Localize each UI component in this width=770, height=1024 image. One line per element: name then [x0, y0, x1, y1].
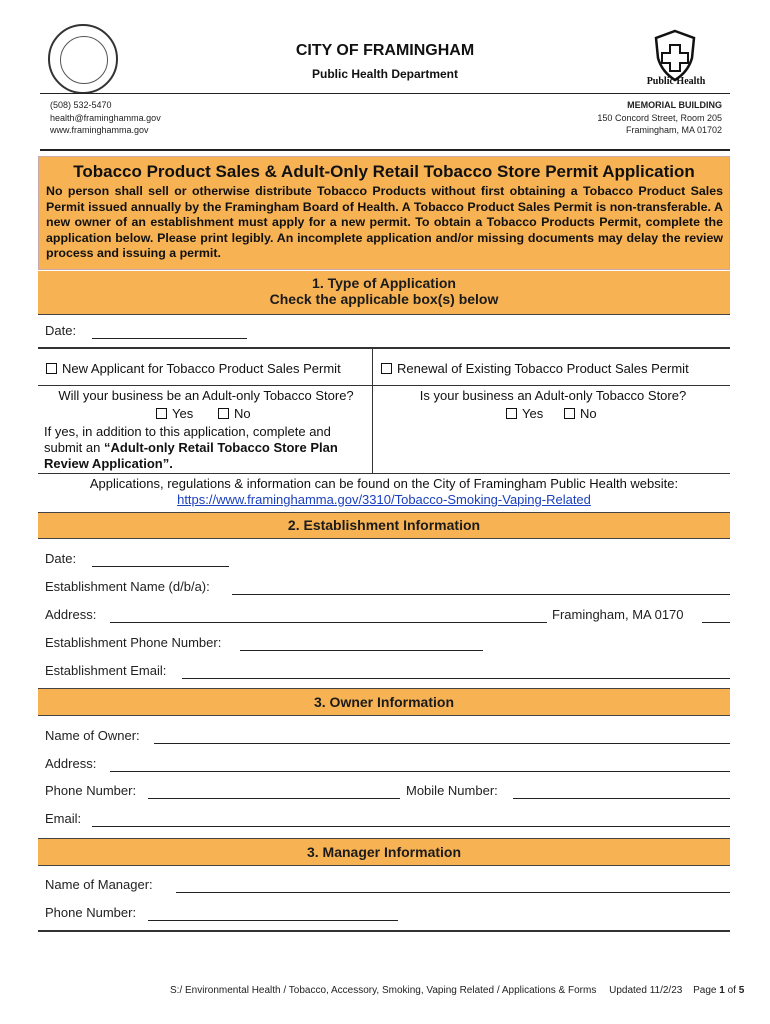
- owner-mobile-field[interactable]: [513, 798, 730, 799]
- owner-phone-field[interactable]: [148, 798, 400, 799]
- est-name-field[interactable]: [232, 594, 730, 595]
- renewal-no-label: No: [580, 406, 597, 421]
- adult-only-form-name: “Adult-only Retail Tobacco Store Plan Review Application”.: [44, 440, 338, 471]
- renewal-yes-checkbox[interactable]: [506, 408, 517, 419]
- manager-phone-label: Phone Number:: [45, 905, 137, 920]
- footer-path: S:/ Environmental Health / Tobacco, Accessory, Smoking, Vaping Related / Applications & Forms: [170, 985, 597, 996]
- building-name: MEMORIAL BUILDING: [627, 100, 722, 110]
- renewal-yes-option[interactable]: [506, 406, 543, 422]
- adult-only-question-renewal: Is your business an Adult-only Tobacco Store?: [419, 388, 687, 403]
- renewal-option[interactable]: [381, 361, 689, 377]
- public-health-logo: [630, 28, 720, 93]
- new-applicant-option[interactable]: [46, 361, 341, 377]
- new-no-checkbox[interactable]: [218, 408, 229, 419]
- new-yes-label: Yes: [172, 406, 194, 421]
- new-yes-checkbox[interactable]: [156, 408, 167, 419]
- info-link-row: [38, 492, 730, 508]
- owner-name-label: Name of Owner:: [45, 728, 140, 743]
- owner-name-field[interactable]: [154, 743, 730, 744]
- est-name-label: Establishment Name (d/b/a):: [45, 579, 210, 594]
- page-indicator: Page 1 of 5: [693, 985, 745, 996]
- table-row-rule: [38, 385, 730, 386]
- divider: [40, 149, 730, 151]
- manager-phone-field[interactable]: [148, 920, 398, 921]
- section2-title: 2. Establishment Information: [287, 517, 481, 533]
- adult-only-note-text: If yes, in addition to this application, complete and submit an: [44, 424, 331, 455]
- est-zip-field[interactable]: [702, 622, 730, 623]
- section4-title: 3. Manager Information: [306, 844, 462, 860]
- owner-address-field[interactable]: [110, 771, 730, 772]
- adult-only-question-new: Will your business be an Adult-only Tobacco Store?: [58, 388, 354, 403]
- new-yes-option[interactable]: [156, 406, 193, 422]
- new-applicant-label: New Applicant for Tobacco Product Sales Permit: [62, 361, 341, 376]
- phone-text: (508) 532-5470: [50, 100, 112, 110]
- form-title: Tobacco Product Sales & Adult-Only Retail Tobacco Store Permit Application: [73, 162, 695, 181]
- est-email-label: Establishment Email:: [45, 663, 167, 678]
- section4-header: [38, 838, 730, 866]
- renewal-yes-label: Yes: [522, 406, 544, 421]
- est-date-field[interactable]: [92, 566, 229, 567]
- adult-only-note: [44, 424, 369, 472]
- section2-header: [38, 512, 730, 539]
- table-bottom-rule: [38, 473, 730, 474]
- est-city-text: Framingham, MA 0170: [552, 607, 684, 622]
- table-vertical-rule: [372, 349, 373, 473]
- owner-phone-label: Phone Number:: [45, 783, 137, 798]
- section1-title: 1. Type of Application: [312, 275, 456, 291]
- section1-subtitle: Check the applicable box(s) below: [269, 291, 499, 307]
- section1-date-field[interactable]: [92, 338, 247, 339]
- owner-email-label: Email:: [45, 811, 82, 826]
- section1-date-label: Date:: [45, 323, 77, 338]
- renewal-checkbox[interactable]: [381, 363, 392, 374]
- section1-header: [38, 271, 730, 315]
- header-rule: [40, 93, 730, 94]
- contact-right: [597, 99, 722, 137]
- contact-left: [50, 99, 161, 137]
- est-address-field[interactable]: [110, 622, 547, 623]
- city-state: Framingham, MA 01702: [625, 125, 722, 135]
- est-address-label: Address:: [45, 607, 97, 622]
- department-name: Public Health Department: [311, 67, 459, 81]
- est-email-field[interactable]: [182, 678, 730, 679]
- info-text: Applications, regulations & information can be found on the City of Framingham Public Health website:: [89, 476, 679, 491]
- street-address: 150 Concord Street, Room 205: [597, 112, 722, 123]
- website-text: www.framinghamma.gov: [50, 125, 149, 135]
- intro-text: No person shall sell or otherwise distribute Tobacco Products without first obtaining a Tobacco Product Sales Permit issued annually by the Framingham Board of Health. A Tobacco Product Sales Permit is non-transferable. A new owner of an establishment must apply for a new permit. To obtain a Tobacco Products Permit, complete the application below. Please print legibly. An incomplete application and/or missing documents may delay the review process and issuing a permit.: [46, 184, 723, 261]
- section3-title: 3. Owner Information: [313, 694, 454, 710]
- section1-divider: [38, 347, 730, 349]
- new-no-label: No: [234, 406, 251, 421]
- logo-text: Public Health: [646, 76, 706, 87]
- city-name: CITY OF FRAMINGHAM: [295, 42, 475, 59]
- renewal-no-option[interactable]: [564, 406, 597, 422]
- new-no-option[interactable]: [218, 406, 251, 422]
- form-end-rule: [38, 930, 730, 932]
- new-applicant-checkbox[interactable]: [46, 363, 57, 374]
- tobacco-info-link[interactable]: https://www.framinghamma.gov/3310/Tobacco-Smoking-Vaping-Related: [177, 492, 591, 507]
- manager-name-label: Name of Manager:: [45, 877, 153, 892]
- footer-updated: Updated 11/2/23: [609, 985, 683, 996]
- est-phone-label: Establishment Phone Number:: [45, 635, 222, 650]
- manager-name-field[interactable]: [176, 892, 730, 893]
- renewal-label: Renewal of Existing Tobacco Product Sales Permit: [397, 361, 689, 376]
- est-date-label: Date:: [45, 551, 77, 566]
- owner-mobile-label: Mobile Number:: [406, 783, 498, 798]
- intro-box: [38, 156, 730, 270]
- footer: [170, 985, 744, 996]
- est-phone-field[interactable]: [240, 650, 483, 651]
- city-seal: [48, 24, 118, 94]
- owner-address-label: Address:: [45, 756, 97, 771]
- renewal-no-checkbox[interactable]: [564, 408, 575, 419]
- email-text: health@framinghamma.gov: [50, 112, 161, 123]
- owner-email-field[interactable]: [92, 826, 730, 827]
- section3-header: [38, 688, 730, 716]
